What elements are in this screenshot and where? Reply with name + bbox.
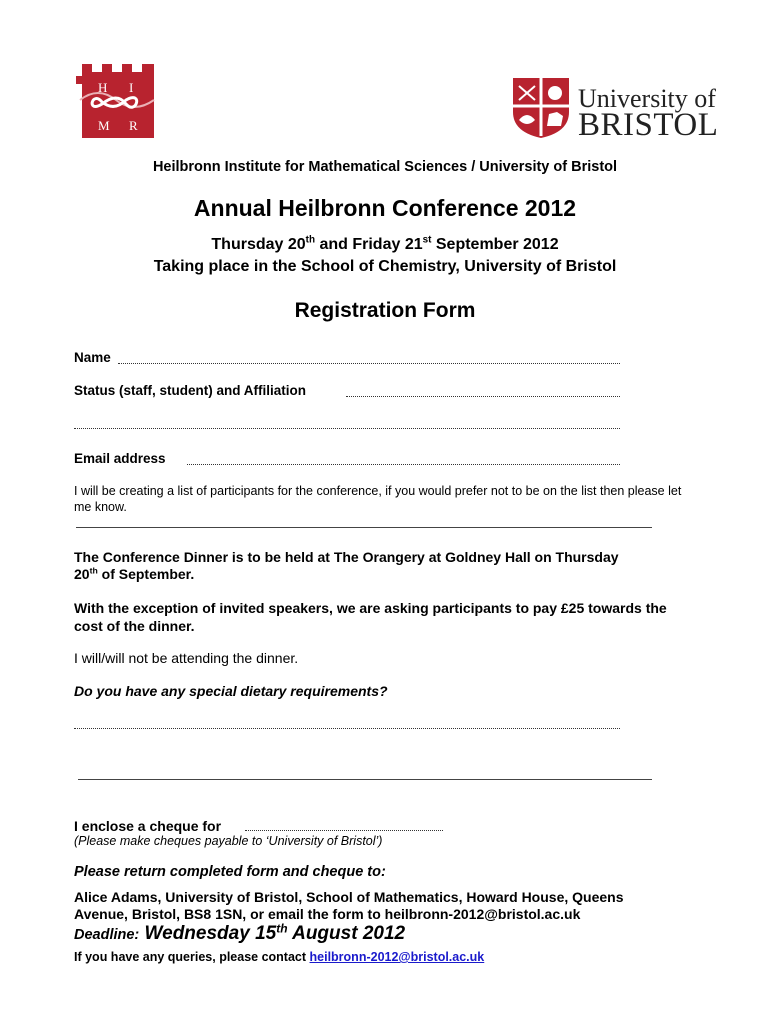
dinner-attendance[interactable]: I will/will not be attending the dinner.	[74, 650, 299, 666]
conference-title: Annual Heilbronn Conference 2012	[193, 195, 577, 221]
dates-part2: and Friday 21	[315, 236, 423, 253]
divider-1	[76, 527, 652, 528]
dates-part3: September 2012	[431, 236, 559, 253]
status-field[interactable]	[346, 396, 620, 397]
queries-email-link[interactable]: heilbronn-2012@bristol.ac.uk	[309, 950, 485, 964]
cheque-note: (Please make cheques payable to ‘University of Bristol’)	[74, 834, 383, 848]
conference-dates	[0, 236, 770, 254]
dinner-payment: With the exception of invited speakers, we are asking participants to pay £25 towards the cost of the dinner.	[74, 600, 667, 634]
dates-part1: Thursday 20	[211, 236, 306, 253]
form-title: Registration Form	[294, 299, 476, 322]
email-label: Email address	[74, 451, 166, 466]
dinner-line2-rest: of September.	[97, 566, 195, 582]
participants-note: I will be creating a list of participants for the conference, if you would prefer not to be on the list then please let me know.	[74, 484, 682, 514]
himr-logo	[76, 60, 160, 140]
bristol-crest-icon	[511, 76, 571, 140]
dates-sup2: st	[422, 234, 432, 246]
dinner-line2-num: 20	[74, 566, 90, 582]
queries-line	[74, 950, 484, 964]
return-heading: Please return completed form and cheque to:	[74, 864, 386, 880]
deadline-date-part2: August 2012	[287, 923, 406, 944]
dinner-announcement	[74, 549, 714, 583]
address-line2: Avenue, Bristol, BS8 1SN, or email the form to heilbronn-2012@bristol.ac.uk	[74, 906, 581, 922]
affiliation-field-continued[interactable]	[74, 428, 620, 429]
status-label: Status (staff, student) and Affiliation	[74, 383, 306, 398]
name-label: Name	[74, 350, 111, 365]
name-field[interactable]	[118, 363, 620, 364]
conference-venue: Taking place in the School of Chemistry, University of Bristol	[153, 258, 617, 275]
deadline-date-part1: Wednesday 15	[139, 923, 277, 944]
cheque-label: I enclose a cheque for	[74, 818, 222, 834]
institute-line: Heilbronn Institute for Mathematical Sciences / University of Bristol	[152, 159, 618, 175]
dietary-field[interactable]	[74, 728, 620, 729]
dates-sup1: th	[305, 234, 316, 246]
bristol-logo-line2: BRISTOL	[578, 107, 719, 143]
deadline	[74, 921, 405, 948]
address-line1: Alice Adams, University of Bristol, School of Mathematics, Howard House, Queens	[74, 889, 624, 905]
dinner-line2-sup: th	[89, 565, 98, 576]
queries-text: If you have any queries, please contact	[74, 950, 310, 964]
divider-2	[78, 779, 652, 780]
deadline-date-sup: th	[276, 921, 288, 936]
cheque-amount-field[interactable]	[245, 830, 443, 831]
deadline-label: Deadline:	[74, 927, 140, 943]
return-address	[74, 889, 734, 923]
email-field[interactable]	[187, 464, 620, 465]
himr-letter-i: I	[129, 80, 134, 95]
himr-letter-h: H	[98, 80, 108, 95]
dinner-line1: The Conference Dinner is to be held at The Orangery at Goldney Hall on Thursday	[74, 549, 619, 565]
dietary-question: Do you have any special dietary requirements?	[74, 683, 388, 699]
himr-letter-r: R	[129, 118, 138, 133]
himr-letter-m: M	[98, 118, 110, 133]
bristol-logo-line1: University of	[578, 84, 716, 113]
